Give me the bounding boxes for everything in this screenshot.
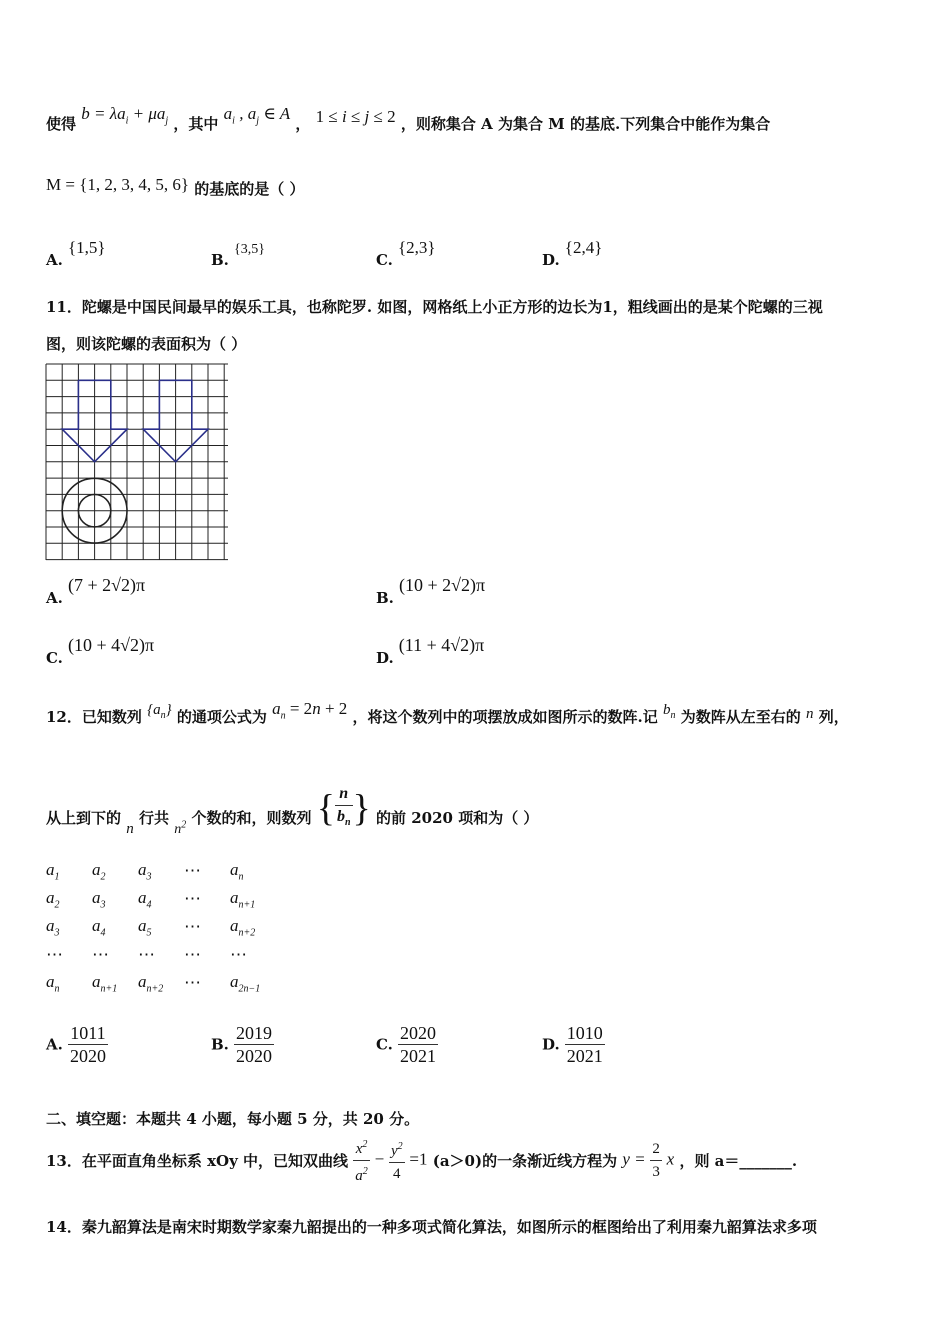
q10-formula-ai-aj: $a_i$ , $a_j$ ∈ A: [223, 104, 291, 127]
q11-option-c[interactable]: C. (10 + 4√2)π: [46, 635, 155, 667]
matrix-cell: ⋯: [46, 945, 63, 964]
q11-line2: 图，则该陀螺的表面积为（ ）: [46, 335, 247, 353]
grid-lines: [46, 364, 228, 560]
matrix-cell: $a_3$: [46, 915, 60, 939]
matrix-cell: ⋯: [184, 973, 201, 992]
q10-option-c[interactable]: C. {2,3}: [376, 238, 436, 269]
q12-option-b[interactable]: B. $\frac{2019}{2020}$: [211, 1023, 272, 1066]
matrix-row: [46, 913, 276, 941]
matrix-row: [46, 885, 276, 913]
q13-hyperbola: $\frac{x^2}{a^2}$ − $\frac{y^2}{4}$ =1: [353, 1134, 427, 1187]
q12-option-c[interactable]: C. $\frac{2020}{2021}$: [376, 1023, 436, 1066]
q11-option-d[interactable]: D. (11 + 4√2)π: [376, 635, 485, 667]
q10-option-b[interactable]: B. {3,5}: [211, 242, 265, 269]
q11-three-view-figure: [44, 362, 232, 562]
matrix-cell: ⋯: [184, 889, 201, 908]
matrix-cell: $a_2$: [92, 859, 106, 883]
matrix-cell: $a_3$: [92, 887, 106, 911]
q12-n-squared: $n^2$: [174, 819, 187, 837]
q14-line1: 14．秦九韶算法是南宋时期数学家秦九韶提出的一种多项式简化算法，如图所示的框图给出了利用秦九韶算法求多项: [46, 1218, 817, 1236]
q12-option-d[interactable]: D. $\frac{1010}{2021}$: [542, 1023, 603, 1066]
q11-option-b[interactable]: B. (10 + 2√2)π: [376, 575, 486, 607]
matrix-cell: $a_{n+2}$: [138, 971, 164, 995]
matrix-cell: $a_5$: [138, 915, 152, 939]
matrix-cell: ⋯: [138, 945, 155, 964]
matrix-cell: $a_n$: [230, 859, 244, 883]
matrix-row: [46, 857, 276, 885]
matrix-cell: ⋯: [184, 861, 201, 880]
matrix-cell: $a_{n+1}$: [230, 887, 256, 911]
q10-option-a[interactable]: A. {1,5}: [46, 238, 106, 269]
matrix-cell: $a_n$: [46, 971, 60, 995]
matrix-cell: $a_3$: [138, 859, 152, 883]
q12-seq-n-over-bn: { $\frac{n}{b_n}$ }: [316, 785, 371, 830]
q11-line1: 11．陀螺是中国民间最早的娱乐工具，也称陀罗. 如图，网格纸上小正方形的边长为1，粗线画出的是某个陀螺的三视: [46, 298, 823, 316]
q10-formula-ineq: 1 ≤ i ≤ j ≤ 2: [315, 107, 396, 126]
matrix-cell: ⋯: [184, 917, 201, 936]
matrix-cell: $a_{2n-1}$: [230, 971, 261, 995]
matrix-cell: $a_{n+1}$: [92, 971, 118, 995]
matrix-cell: ⋯: [184, 945, 201, 964]
q12-line1: 12．已知数列 $\{a_n\}$ 的通项公式为 $a_n = 2n + 2$ ，将这个数列中的项摆放成如图所示的数阵.记 $b_n$ 为数阵从左至右的 n 列，: [46, 699, 849, 726]
q12-option-a[interactable]: A. $\frac{1011}{2020}$: [46, 1023, 106, 1066]
section-heading-fill-in: 二、填空题：本题共 4 小题，每小题 5 分，共 20 分。: [46, 1110, 420, 1128]
q13-asymptote: y = $\frac{2}{3}$ x: [622, 1138, 674, 1183]
q10-formula-b: $b = \lambda a_i + \mu a_j$: [81, 104, 169, 127]
q12-bn: $b_n$: [662, 702, 676, 721]
q12-formula-an: $a_n = 2n + 2$: [272, 699, 348, 722]
q10-line1: 使得 $b = \lambda a_i + \mu a_j$ ，其中 $a_i$ , $a_j$ ∈ A ， 1 ≤ i ≤ j ≤ 2 ，则称集合 A 为集合 M 的基底.下列集合中能作为集合: [46, 104, 771, 133]
matrix-cell: $a_4$: [92, 915, 106, 939]
q10-option-d[interactable]: D. {2,4}: [542, 238, 603, 269]
q12-number-matrix: [46, 857, 276, 997]
matrix-cell: $a_{n+2}$: [230, 915, 256, 939]
q10-line2: M = {1, 2, 3, 4, 5, 6} 的基底的是（ ）: [46, 175, 305, 198]
q12-line2: 从上到下的 n 行共 $n^2$ 个数的和，则数列 { $\frac{n}{b_n}$ } 的前 2020 项和为（ ）: [46, 785, 539, 837]
q10-set-m: M = {1, 2, 3, 4, 5, 6}: [46, 175, 190, 194]
matrix-cell: $a_1$: [46, 859, 60, 883]
q12-seq-an: $\{a_n\}$: [147, 702, 172, 721]
q13-line: 13．在平面直角坐标系 xOy 中，已知双曲线 $\frac{x^2}{a^2}$ − $\frac{y^2}{4}$ =1 (a＞0)的一条渐近线方程为 y = $\frac{2}{3}$ x ，则 a＝_______.: [46, 1134, 797, 1187]
matrix-row: [46, 969, 276, 997]
matrix-cell: ⋯: [230, 945, 247, 964]
matrix-cell: ⋯: [92, 945, 109, 964]
matrix-cell: $a_4$: [138, 887, 152, 911]
q11-option-a[interactable]: A. (7 + 2√2)π: [46, 575, 146, 607]
matrix-row: [46, 941, 276, 969]
matrix-cell: $a_2$: [46, 887, 60, 911]
